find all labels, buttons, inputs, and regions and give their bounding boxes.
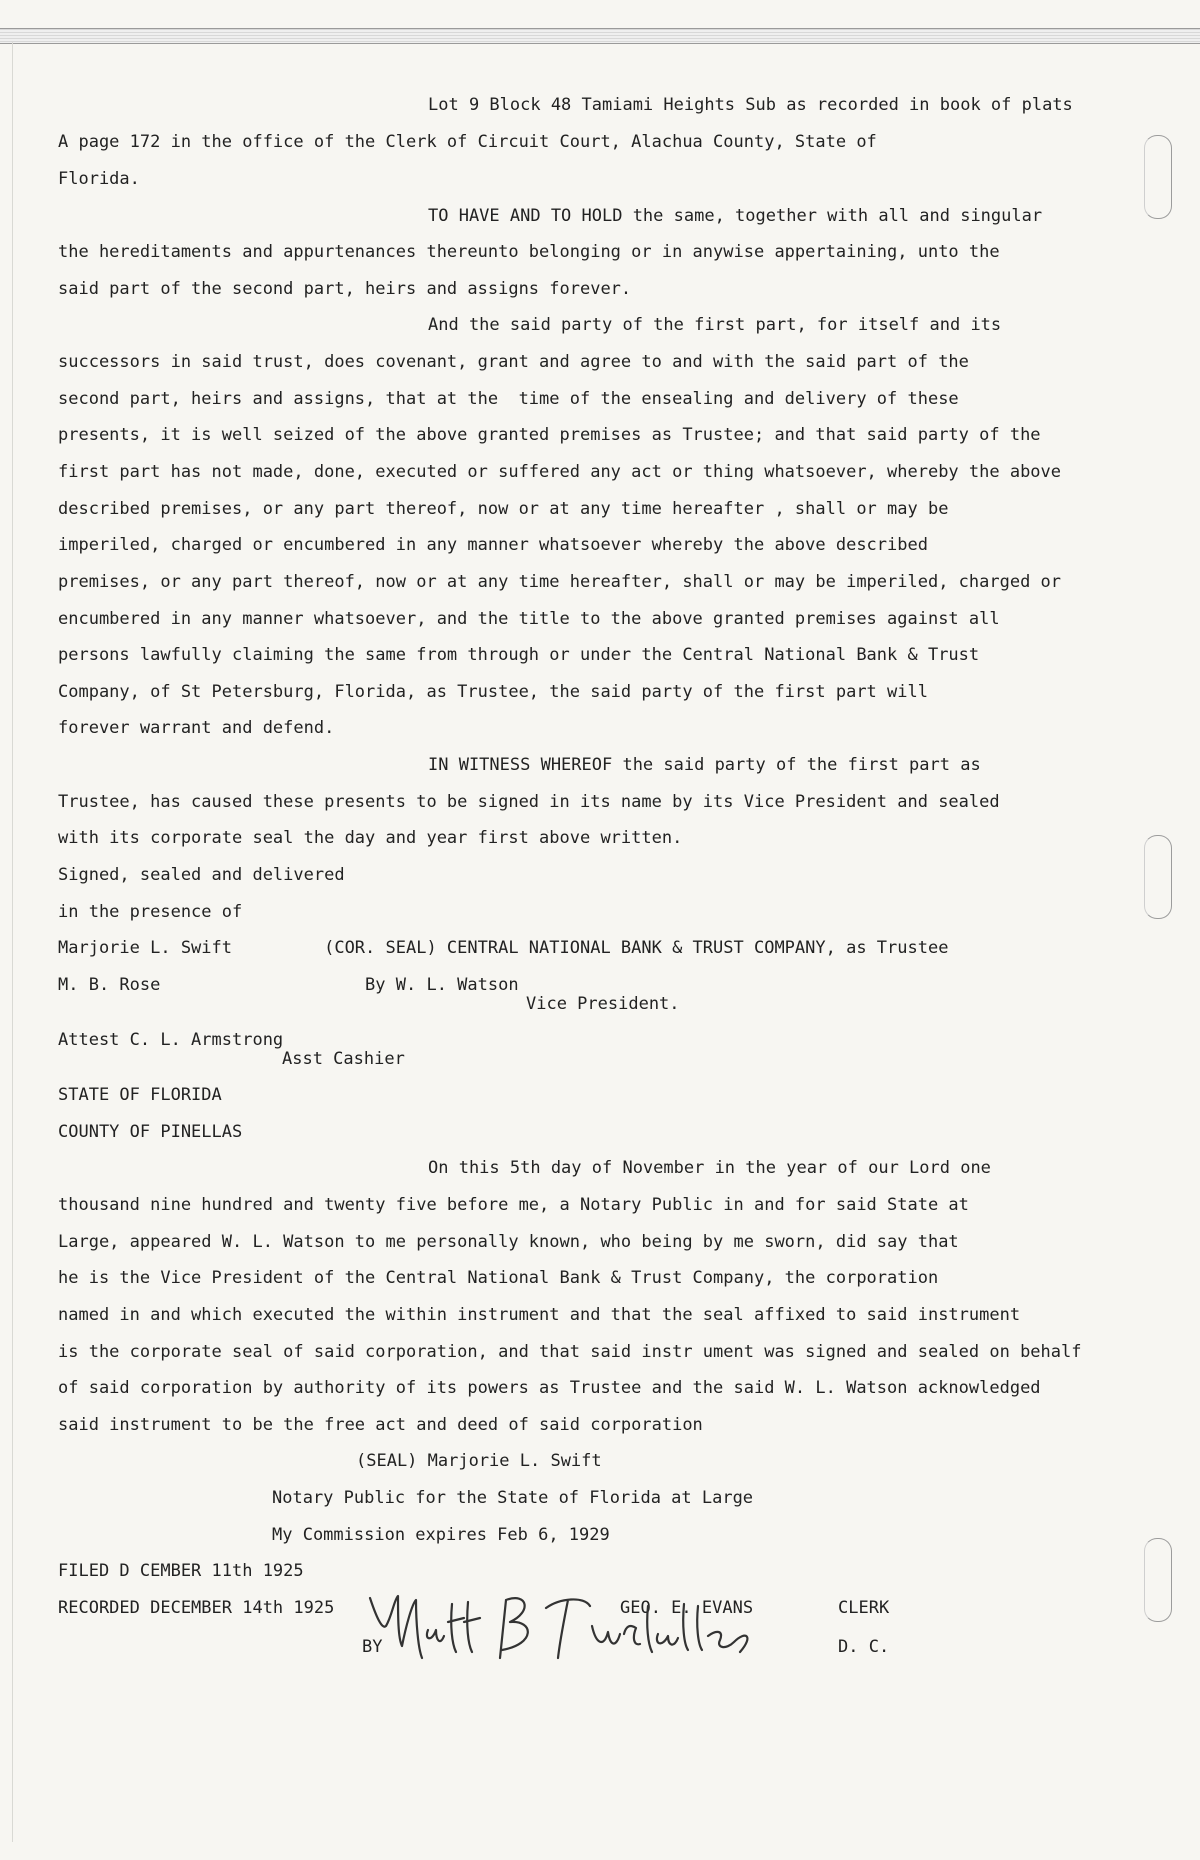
text-line: Florida. <box>58 169 140 189</box>
text-line: described premises, or any part thereof, now or at any time hereafter , shall or may be <box>58 499 949 519</box>
text-line: the hereditaments and appurtenances thereunto belonging or in anywise appertaining, unto the <box>58 242 1000 262</box>
text-line: On this 5th day of November in the year of our Lord one <box>428 1158 991 1178</box>
text-line: A page 172 in the office of the Clerk of Circuit Court, Alachua County, State of <box>58 132 877 152</box>
attest-line: Attest C. L. Armstrong <box>58 1030 284 1050</box>
text-line: first part has not made, done, executed or suffered any act or thing whatsoever, whereby the above <box>58 462 1062 482</box>
text-line: IN WITNESS WHEREOF the said party of the first part as <box>428 755 981 775</box>
text-line: is the corporate seal of said corporation, and that said instr ument was signed and sealed on behalf <box>58 1342 1082 1362</box>
text-line: encumbered in any manner whatsoever, and the title to the above granted premises against all <box>58 609 1000 629</box>
text-line: of said corporation by authority of its powers as Trustee and the said W. L. Watson acknowledged <box>58 1378 1041 1398</box>
text-line: Lot 9 Block 48 Tamiami Heights Sub as recorded in book of plats <box>428 95 1073 115</box>
handwritten-signature-icon <box>368 1586 758 1672</box>
notary-seal-line: (SEAL) Marjorie L. Swift <box>356 1451 602 1471</box>
binder-hole-icon <box>1144 135 1172 219</box>
text-line: premises, or any part thereof, now or at any time hereafter, shall or may be imperiled, charged or <box>58 572 1062 592</box>
attest-title: Asst Cashier <box>282 1049 405 1069</box>
text-line: imperiled, charged or encumbered in any manner whatsoever whereby the above described <box>58 535 928 555</box>
notary-title-line: Notary Public for the State of Florida at Large <box>272 1488 754 1508</box>
text-line: Trustee, has caused these presents to be signed in its name by its Vice President and sealed <box>58 792 1000 812</box>
text-line: second part, heirs and assigns, that at the time of the ensealing and delivery of these <box>58 389 959 409</box>
text-line: in the presence of <box>58 902 243 922</box>
deputy-clerk-title: D. C. <box>838 1637 890 1657</box>
filed-line: FILED D CEMBER 11th 1925 <box>58 1561 304 1581</box>
witness-and-company-line: Marjorie L. Swift (COR. SEAL) CENTRAL NATIONAL BANK & TRUST COMPANY, as Trustee <box>58 938 949 958</box>
text-line: Company, of St Petersburg, Florida, as Trustee, the said party of the first part will <box>58 682 928 702</box>
text-line: Signed, sealed and delivered <box>58 865 345 885</box>
binder-hole-icon <box>1144 835 1172 919</box>
recorded-line: RECORDED DECEMBER 14th 1925 <box>58 1598 335 1618</box>
binder-hole-icon <box>1144 1538 1172 1622</box>
top-rule <box>0 28 1200 44</box>
text-line: And the said party of the first part, for itself and its <box>428 315 1002 335</box>
text-line: forever warrant and defend. <box>58 718 335 738</box>
text-line: he is the Vice President of the Central National Bank & Trust Company, the corporation <box>58 1268 939 1288</box>
clerk-name: GEO. E. EVANS <box>620 1598 754 1618</box>
clerk-title: CLERK <box>838 1598 890 1618</box>
text-line: said instrument to be the free act and deed of said corporation <box>58 1415 703 1435</box>
margin-line <box>12 42 13 1842</box>
county-heading: COUNTY OF PINELLAS <box>58 1122 243 1142</box>
text-line: with its corporate seal the day and year first above written. <box>58 828 683 848</box>
text-line: thousand nine hundred and twenty five before me, a Notary Public in and for said State at <box>58 1195 969 1215</box>
text-line: successors in said trust, does covenant, grant and agree to and with the said part of the <box>58 352 969 372</box>
text-line: said part of the second part, heirs and assigns forever. <box>58 279 632 299</box>
witness-and-signer-line: M. B. Rose By W. L. Watson <box>58 975 519 995</box>
by-label: BY <box>362 1637 383 1657</box>
text-line: named in and which executed the within instrument and that the seal affixed to said instrument <box>58 1305 1021 1325</box>
text-line: TO HAVE AND TO HOLD the same, together with all and singular <box>428 206 1043 226</box>
commission-line: My Commission expires Feb 6, 1929 <box>272 1525 610 1545</box>
text-line: persons lawfully claiming the same from through or under the Central National Bank & Trust <box>58 645 980 665</box>
text-line: presents, it is well seized of the above granted premises as Trustee; and that said party of the <box>58 425 1041 445</box>
signer-title: Vice President. <box>526 994 680 1014</box>
state-heading: STATE OF FLORIDA <box>58 1085 222 1105</box>
text-line: Large, appeared W. L. Watson to me personally known, who being by me sworn, did say that <box>58 1232 959 1252</box>
